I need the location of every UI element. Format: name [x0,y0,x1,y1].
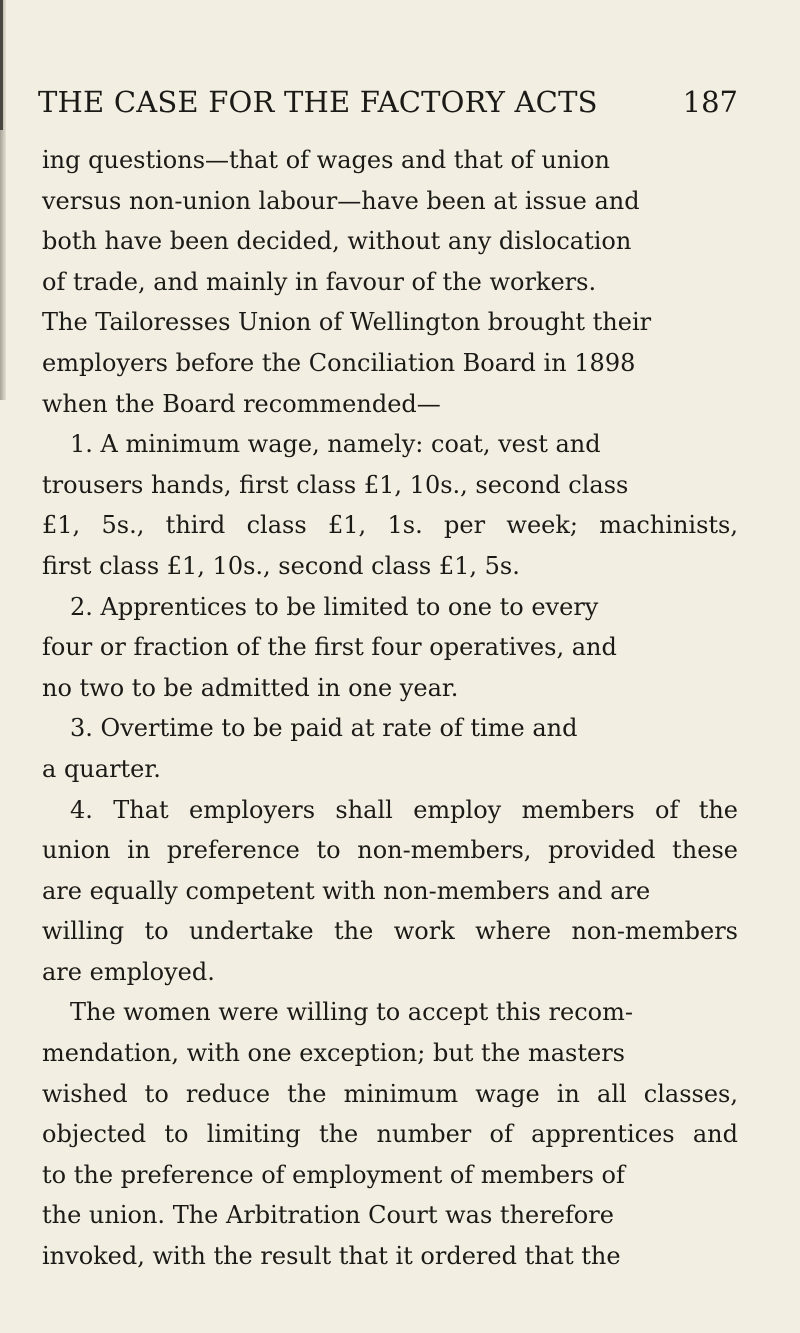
text-line-content: willing to undertake the work where non-members [42,917,738,946]
text-line [42,952,738,993]
text-line-content: 1. A minimum wage, namely: coat, vest and [70,430,601,459]
text-line [42,1074,738,1115]
text-line [42,871,738,912]
text-line [42,424,738,465]
text-line [42,302,738,343]
running-title: THE CASE FOR THE FACTORY ACTS [38,85,598,119]
page-number: 187 [682,85,738,119]
text-line [42,708,738,749]
text-line [42,992,738,1033]
text-line-content: the union. The Arbitration Court was therefore [42,1201,614,1230]
text-line [42,262,738,303]
text-line [42,1236,738,1277]
text-line [42,505,738,546]
text-line-content: £1, 5s., third class £1, 1s. per week; machinists, [42,511,738,540]
text-line-content: no two to be admitted in one year. [42,673,459,702]
text-line [42,181,738,222]
text-line-content: employers before the Conciliation Board in 1898 [42,348,636,377]
text-line-content: of trade, and mainly in favour of the workers. [42,267,597,296]
text-line [42,668,738,709]
text-line [42,465,738,506]
text-line [42,343,738,384]
page-binding-edge [0,0,3,130]
text-line [42,221,738,262]
running-header [38,80,738,124]
text-line-content: union in preference to non-members, provided these [42,836,738,865]
text-line [42,627,738,668]
text-line-content: first class £1, 10s., second class £1, 5s. [42,551,520,580]
text-line [42,1195,738,1236]
text-line-content: invoked, with the result that it ordered that the [42,1242,621,1271]
text-line [42,587,738,628]
text-line-content: a quarter. [42,754,161,783]
text-line-content: when the Board recommended— [42,389,441,418]
text-line [42,1114,738,1155]
text-line [42,790,738,831]
text-line-content: versus non-union labour—have been at issue and [42,186,640,215]
text-line-content: 2. Apprentices to be limited to one to every [70,592,599,621]
text-line-content: objected to limiting the number of apprentices and [42,1120,738,1149]
text-line [42,1155,738,1196]
text-line-content: both have been decided, without any dislocation [42,227,632,256]
text-line-content: ing questions—that of wages and that of union [42,146,610,174]
text-line-content: The women were willing to accept this recom- [70,998,633,1027]
text-line-content: trousers hands, first class £1, 10s., second class [42,470,629,499]
body-text [42,140,738,1277]
text-line-content: 4. That employers shall employ members of the [70,795,738,824]
text-line-content: The Tailoresses Union of Wellington brought their [42,308,652,337]
text-line [42,830,738,871]
text-line [42,140,738,181]
text-line-content: are employed. [42,957,215,986]
text-line-content: mendation, with one exception; but the masters [42,1039,625,1068]
text-line-content: 3. Overtime to be paid at rate of time and [70,714,578,743]
text-line [42,384,738,425]
text-line [42,546,738,587]
text-line-content: four or fraction of the first four operatives, and [42,633,617,662]
text-line [42,1033,738,1074]
text-line [42,911,738,952]
text-line [42,749,738,790]
text-line-content: wished to reduce the minimum wage in all classes, [42,1079,738,1108]
text-line-content: are equally competent with non-members and are [42,876,651,905]
text-line-content: to the preference of employment of members of [42,1160,625,1189]
